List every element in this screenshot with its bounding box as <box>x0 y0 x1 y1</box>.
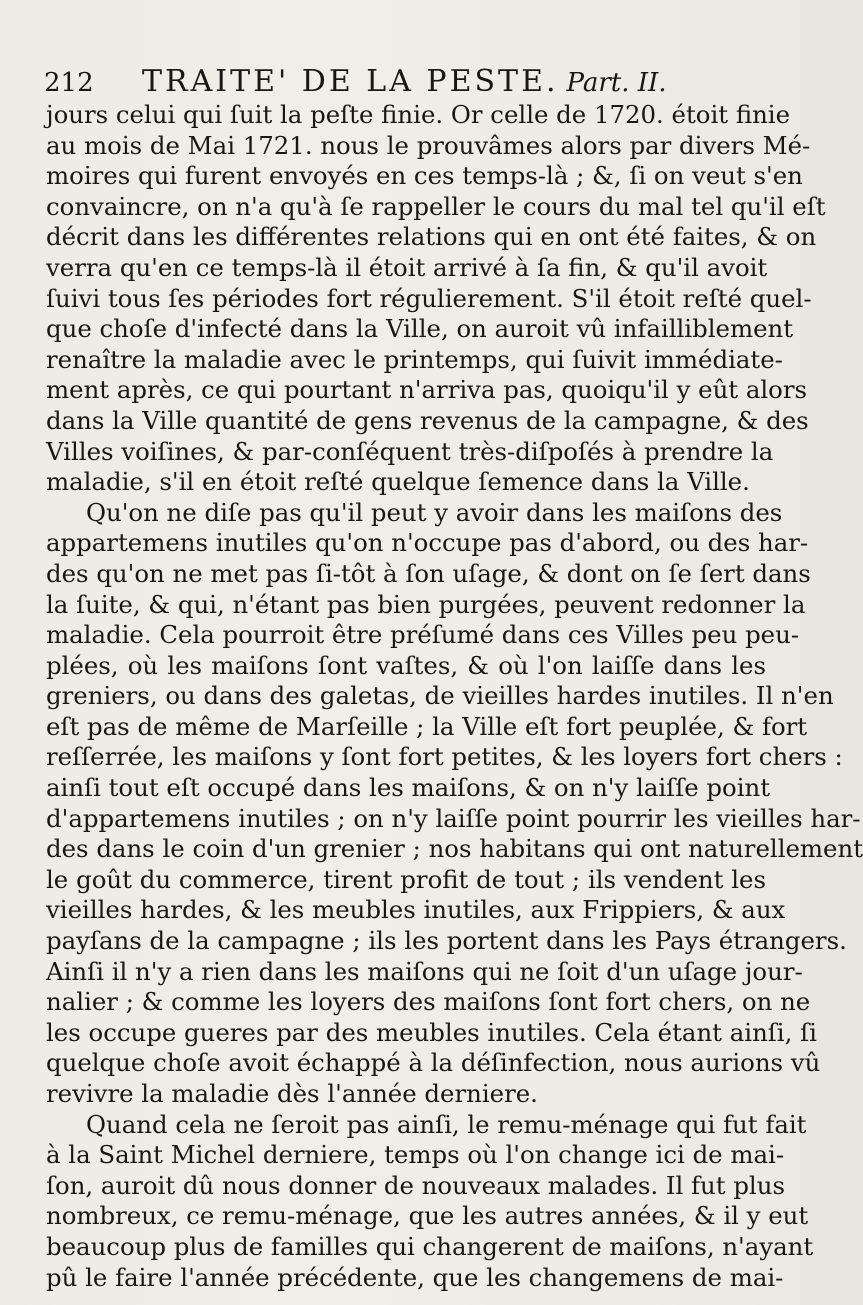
text-line: plées, où les maiſons ſont vaſtes, & où l'on laiſſe dans les <box>46 650 766 680</box>
text-line: reſſerrée, les maiſons y ſont fort petites, & les loyers fort chers : <box>46 742 843 772</box>
text-line: beaucoup plus de familles qui changerent de maiſons, n'ayant <box>46 1231 814 1261</box>
text-line: des dans le coin d'un grenier ; nos habitans qui ont naturellement <box>46 834 863 864</box>
text-line: maladie, s'il en étoit reſté quelque ſemence dans la Ville. <box>46 467 750 497</box>
running-header <box>44 62 764 102</box>
text-line: moires qui furent envoyés en ces temps-là ; &, ſi on veut s'en <box>46 161 803 191</box>
text-line: eſt pas de même de Marſeille ; la Ville eſt fort peuplée, & fort <box>46 711 808 741</box>
page-number: 212 <box>44 68 94 98</box>
running-title: TRAITE' DE LA PESTE. <box>142 64 559 99</box>
text-line: vieilles hardes, & les meubles inutiles, aux Frippiers, & aux <box>46 895 786 925</box>
text-line: Quand cela ne ſeroit pas ainſi, le remu-ménage qui fut fait <box>86 1109 807 1139</box>
text-line: nalier ; & comme les loyers des maiſons ſont fort chers, on ne <box>46 987 811 1017</box>
paragraph <box>46 100 826 498</box>
part-label: Part. II. <box>566 68 667 98</box>
body-text <box>46 100 863 1293</box>
text-line: ſon, auroit dû nous donner de nouveaux malades. Il fut plus <box>46 1170 785 1200</box>
text-line: pû le faire l'année précédente, que les changemens de mai- <box>46 1262 784 1292</box>
text-line: le goût du commerce, tirent profit de tout ; ils vendent les <box>46 864 766 894</box>
text-line: verra qu'en ce temps-là il étoit arrivé à ſa fin, & qu'il avoit <box>46 252 768 282</box>
text-line: à la Saint Michel derniere, temps où l'on change ici de mai- <box>46 1140 785 1170</box>
text-line: d'appartemens inutiles ; on n'y laiſſe point pourrir les vieilles har- <box>46 803 861 833</box>
text-line: convaincre, on n'a qu'à ſe rappeller le cours du mal tel qu'il eſt <box>46 191 826 221</box>
paragraph <box>46 497 863 1110</box>
text-line: appartemens inutiles qu'on n'occupe pas d'abord, ou des har- <box>46 528 809 558</box>
text-line: la ſuite, & qui, n'étant pas bien purgées, peuvent redonner la <box>46 589 806 619</box>
text-line: greniers, ou dans des galetas, de vieilles hardes inutiles. Il n'en <box>46 681 834 711</box>
text-line: jours celui qui ſuit la peſte finie. Or celle de 1720. étoit finie <box>46 100 791 129</box>
text-line: payſans de la campagne ; ils les portent dans les Pays étrangers. <box>46 926 847 956</box>
text-line: des qu'on ne met pas ſi-tôt à ſon uſage, & dont on ſe ſert dans <box>46 558 811 588</box>
text-line: nombreux, ce remu-ménage, que les autres années, & il y eut <box>46 1201 809 1231</box>
text-line: ainſi tout eſt occupé dans les maiſons, & on n'y laiſſe point <box>46 773 771 803</box>
text-line: Villes voiſines, & par-conſéquent très-diſpoſés à prendre la <box>46 436 774 466</box>
text-line: Ainſi il n'y a rien dans les maiſons qui ne ſoit d'un uſage jour- <box>46 956 803 986</box>
text-line: décrit dans les différentes relations qui en ont été faites, & on <box>46 222 817 252</box>
text-line: quelque choſe avoit échappé à la déſinfection, nous aurions vû <box>46 1048 821 1078</box>
text-line: ment après, ce qui pourtant n'arriva pas, quoiqu'il y eût alors <box>46 375 808 405</box>
text-line: ſuivi tous ſes périodes fort régulierement. S'il étoit reſté quel- <box>46 283 812 313</box>
text-line: Qu'on ne diſe pas qu'il peut y avoir dans les maiſons des <box>86 497 783 527</box>
text-line: que choſe d'infecté dans la Ville, on auroit vû infailliblement <box>46 314 794 344</box>
text-line: les occupe gueres par des meubles inutiles. Cela étant ainſi, ſi <box>46 1017 817 1047</box>
text-line: dans la Ville quantité de gens revenus de la campagne, & des <box>46 405 809 435</box>
text-line: au mois de Mai 1721. nous le prouvâmes alors par divers Mé- <box>46 130 811 160</box>
text-line: maladie. Cela pourroit être préſumé dans ces Villes peu peu- <box>46 620 800 650</box>
text-line: revivre la maladie dès l'année derniere. <box>46 1079 538 1108</box>
paragraph <box>46 1109 814 1294</box>
text-line: renaître la maladie avec le printemps, qui ſuivit immédiate- <box>46 344 783 374</box>
